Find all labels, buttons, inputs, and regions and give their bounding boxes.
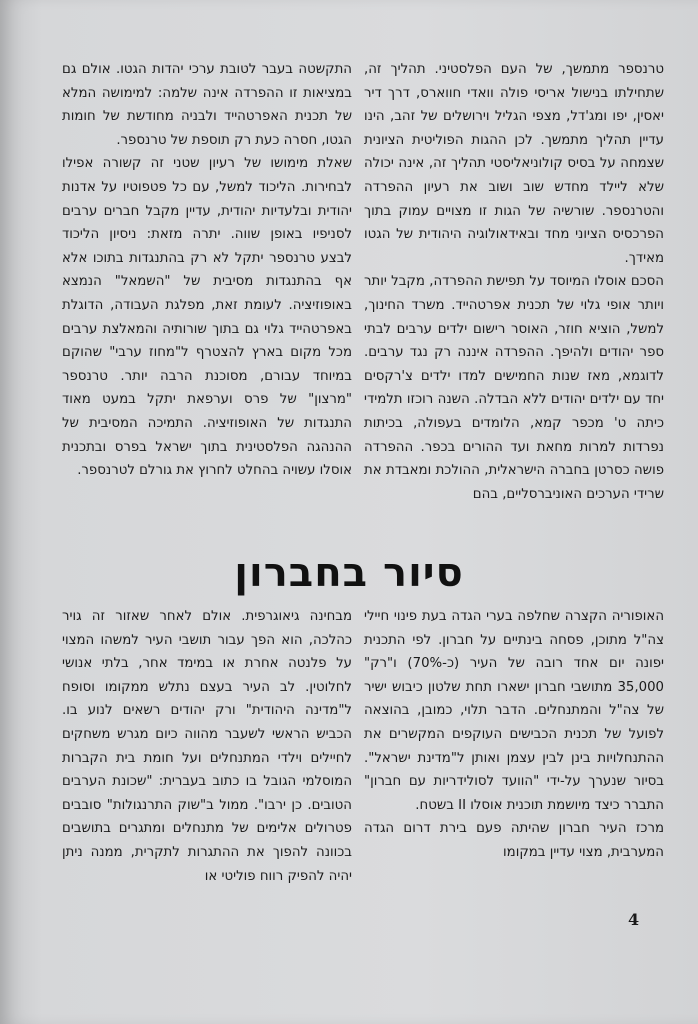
page-number: 4 (628, 910, 640, 929)
article-column-top-left (62, 58, 352, 518)
paragraph: מבחינה גיאוגרפית. אולם לאחר שאזור זה גויר כהלכה, הוא הפך עבור תושבי העיר למשהו המצוי על פלנטה אחרת או במימד אחר, בלתי אנושי לחלוטין. לב העיר בעצם נתלש ממקומו וסופח ל"מדינה היהודית" ורק יהודים רשאים לנוע בו. הכביש הראשי לשעבר מהווה כיום מגרש משחקים לחיילים וילדי המתנחלים ועל חומת בית הקברות המוסלמי הגובל בו כתוב בעברית: "שכונת הערבים הטובים. כן ירבו". ממול ב"שוק התרנגולות" סובבים פטרולים אלימים של מתנחלים ומתגרים בתושבים בכוונה להפוך את ההתגרות לתקרית, ממנה ניתן יהיה להפיק רווח פוליטי או (62, 609, 352, 884)
article-column-bottom-right (364, 605, 664, 910)
article-column-top-right (364, 58, 664, 538)
article-headline: סיור בחברון (234, 550, 464, 596)
paragraph: הסכם אוסלו המיוסד על תפישת ההפרדה, מקבל יותר ויותר אופי גלוי של תכנית אפרטהייד. משרד החינוך, למשל, הוציא חוזר, האוסר רישום ילדים ערבים לבתי ספר יהודים ולהיפך. ההפרדה איננה רק נגד ערבים. לדוגמא, מאז שנות החמישים למדו ילדים צ'רקסים יחד עם ילדים יהודים ללא הבדלה. השנה רוכזו תלמידי כיתה ט' מכפר קמא, הלומדים בעפולה, בכיתות נפרדות למרות מחאת ועד ההורים בכפר. ההפרדה פושה כסרטן בחברה הישראלית, ההולכת ומאבדת את שרידי הערכים האוניברסליים, בהם (364, 274, 664, 502)
article-column-bottom-left (62, 605, 352, 905)
paragraph: טרנספר מתמשך, של העם הפלסטיני. תהליך זה, שתחילתו בנישול אריסי פולה וואדי חווארס, דרך דיר יאסין, יפו ומג'דל, מצפי הגליל וירושלים של זהב, הינו עדיין תהליך מתמשך. לכן ההגות הפוליטית הציונית שצמחה על בסיס קולוניאליסטי תהליך זה, אינה יכולה שלא ליילד מחדש שוב ושוב את רעיון ההפרדה והטרנספר. שורשיה של הגות זו מצויים עמוק בתוך הפרכסיס הציוני מחד ובאידאולוגיה היהודית של הגטו מאידך. (364, 62, 664, 266)
paragraph: שאלת מימושו של רעיון שטני זה קשורה אפילו לבחירות. הליכוד למשל, עם כל פטפוטיו על אדנות יהודית ובלעדיות יהודית, עדיין מקבל חברים ערבים לסניפיו באופן שווה. יתרה מזאת: ניסיון הליכוד לבצע טרנספר יתקל לא רק בהתנגדות בתוכו אלא אף בהתנגדות מסיבית של "השמאל" הנמצא באופוזיציה. לעומת זאת, מפלגת העבודה, הדוגלת באפרטהייד גלוי גם בתוך שורותיה והמאלצת ערבים מכל מקום בארץ להצטרף ל"מחוז ערבי" שהוקם במיוחד עבורם, מסוכנת הרבה יותר. טרנספר "מרצון" של פרס וערפאת יתקל במעט מאוד התנגדות של האופוזיציה. התמיכה המסיבית של ההנהגה הפלסטינית בתוך ישראל בפרס ובתכנית אוסלו עשויה בהחלט לחרוץ את גורלם לטרנספר. (62, 156, 352, 479)
paragraph: התקשטה בעבר לטובת ערכי יהדות הגטו. אולם גם במציאות זו ההפרדה אינה שלמה: למימושה המלא של תכנית האפרטהייד ולבניה מחודשת של חומות הגטו, חסרה כעת רק תוספת של טרנספר. (62, 62, 352, 148)
paragraph: מרכז העיר חברון שהיתה פעם בירת דרום הגדה המערבית, מצוי עדיין במקומו (364, 821, 664, 860)
paragraph: האופוריה הקצרה שחלפה בערי הגדה בעת פינוי חיילי צה"ל מתוכן, פסחה בינתיים על חברון. לפי התכנית יפונה יום אחד רובה של העיר (כ-70%) ו"רק" 35,000 מתושבי חברון ישארו תחת שלטון כיבוש ישיר של צה"ל והמתנחלים. הדבר תלוי, כמובן, בהוצאה לפועל של תכנית הכבישים העוקפים המקשרים את ההתנחלויות בינן לבין עצמן ואותן ל"מדינת ישראל". בסיור שנערך על-ידי "הוועד לסולידריות עם חברון" התברר כיצד מיושמת תוכנית אוסלו II בשטח. (364, 609, 664, 813)
